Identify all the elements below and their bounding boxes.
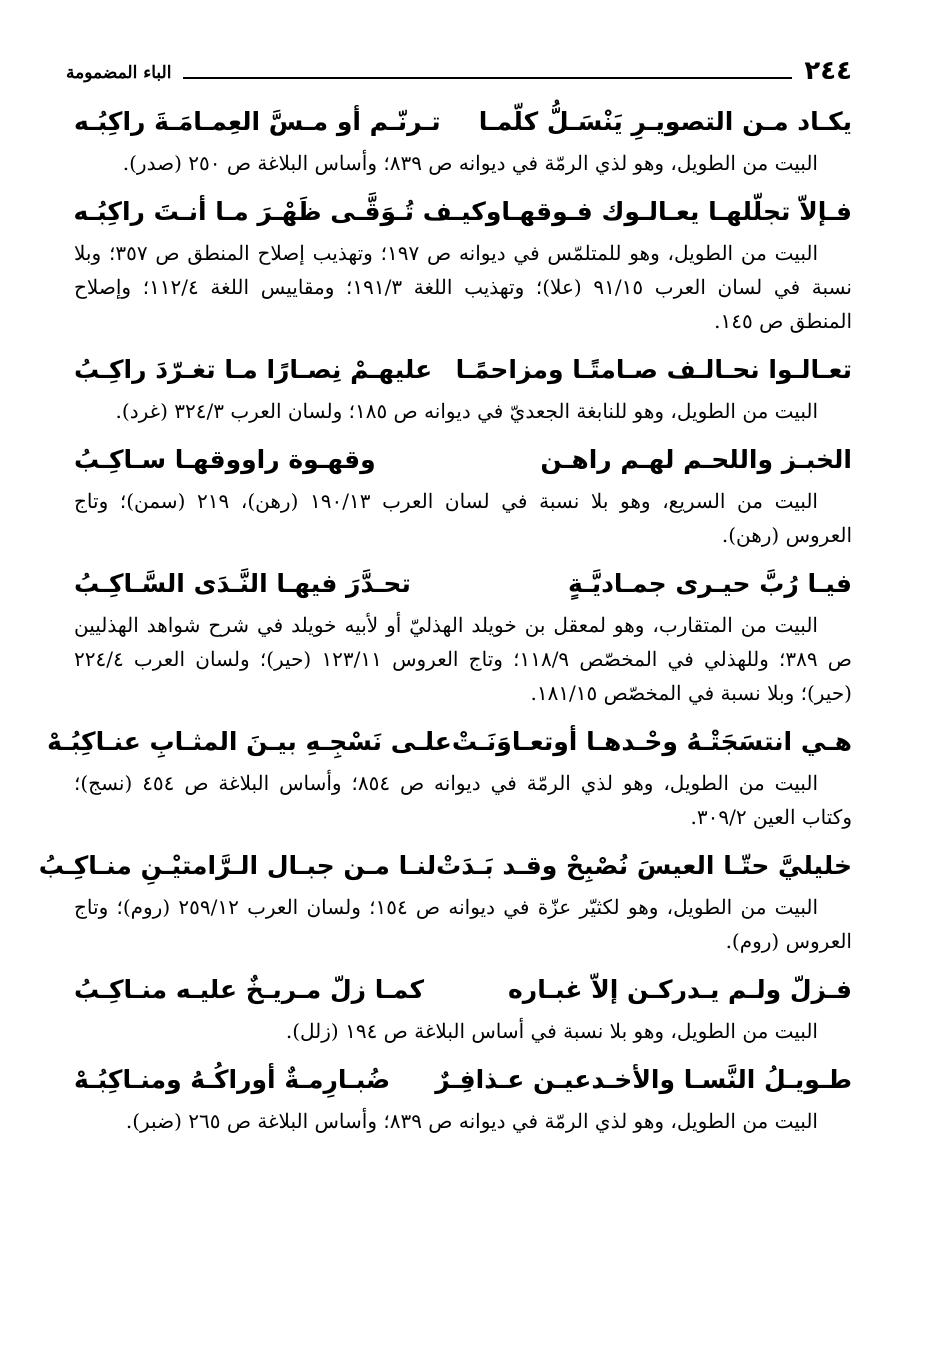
verse-line [74, 190, 852, 234]
entry-2 [74, 190, 852, 338]
verse-second-hemistich: ضُبـارِمـةٌ أوراكُـهُ ومنـاكِبُـهْ [74, 1065, 391, 1094]
header-rule [183, 77, 792, 79]
entry-6 [47, 720, 852, 834]
entry-5 [74, 562, 852, 710]
verse-second-hemistich: وكيـف تُـوَقَّـى ظَهْـرَ مـا أنـتَ راكِبُـه [73, 197, 502, 226]
verse-note: البيت من الطويل، وهو لذي الرمّة في ديوانه ص ٨٥٤؛ وأساس البلاغة ص ٤٥٤ (نسج)؛ وكتاب العين ٣٠٩/٢. [74, 771, 852, 829]
verse-line [74, 100, 852, 144]
verse-line [74, 968, 852, 1012]
verse-note: البيت من الطويل، وهو للمتلمّس في ديوانه ص ١٩٧؛ وتهذيب إصلاح المنطق ص ٣٥٧؛ وبلا نسبة في لسان العرب ٩١/١٥ (علا)؛ وتهذيب اللغة ١٩١/٣؛ ومقاييس اللغة ١١٢/٤؛ وإصلاح المنطق ص ١٤٥. [74, 241, 852, 333]
verse-note: البيت من المتقارب، وهو لمعقل بن خويلد الهذليّ أو لأبيه خويلد في شرح شواهد الهذليين ص ٣٨٩؛ وللهذلي في المخصّص ١١٨/٩؛ وتاج العروس ١٢٣/١١ (حير)؛ ولسان العرب ٢٢٤/٤ (حير)؛ وبلا نسبة في المخصّص ١٨١/١٥. [74, 613, 852, 705]
running-title: الباء المضمومة [66, 63, 172, 83]
verse-first-hemistich: هـي انتسَجَتْـهُ وحْـدهـا أوتعـاوَنَـتْ [451, 727, 852, 756]
verse-line [47, 720, 852, 764]
entry-4 [74, 438, 852, 552]
verse-note: البيت من الطويل، وهو بلا نسبة في أساس البلاغة ص ١٩٤ (زلل). [285, 1019, 818, 1043]
verse-first-hemistich: فيـا رُبَّ حيـرى جمـاديَّـةٍ [568, 569, 852, 598]
verse-second-hemistich: تحـدَّرَ فيهـا النَّـدَى السَّـاكِـبُ [74, 569, 411, 598]
verse-second-hemistich: تـرنّـم أو مـسَّ العِمـامَـةَ راكِبُـه [74, 107, 441, 136]
entries-list [38, 100, 852, 1148]
verse-first-hemistich: الخبـز واللحـم لهـم راهـن [540, 445, 852, 474]
verse-second-hemistich: عليهـمْ نِصـارًا مـا تغـرّدَ راكِـبُ [74, 355, 433, 384]
verse-line [74, 1058, 852, 1102]
verse-note: البيت من الطويل، وهو لذي الرمّة في ديوانه ص ٨٣٩؛ وأساس البلاغة ص ٢٦٥ (ضبر). [125, 1109, 818, 1133]
verse-first-hemistich: فـإلاّ تجلّلهـا يعـالـوك فـوقهـا [501, 197, 852, 226]
verse-second-hemistich: علـى نَسْجِـهِ بيـنَ المثـابِ عنـاكِبُـهْ [47, 727, 452, 756]
verse-line [38, 844, 852, 888]
entry-7 [38, 844, 852, 958]
verse-second-hemistich: لنـا مـن جبـال الـرَّامتيْـنِ منـاكِـبُ [38, 851, 437, 880]
page-header [66, 52, 852, 86]
verse-first-hemistich: يكـاد مـن التصويـرِ يَنْسَـلُّ كلّمـا [478, 107, 852, 136]
verse-note: البيت من الطويل، وهو لكثيّر عزّة في ديوانه ص ١٥٤؛ ولسان العرب ٢٥٩/١٢ (روم)؛ وتاج العروس (روم). [74, 895, 852, 953]
verse-line [74, 562, 852, 606]
verse-second-hemistich: وقهـوة راووقهـا سـاكِـبُ [74, 445, 376, 474]
verse-line [74, 348, 852, 392]
verse-second-hemistich: كمـا زلّ مـريـخٌ عليـه منـاكِـبُ [74, 975, 425, 1004]
verse-first-hemistich: فـزلّ ولـم يـدركـن إلاّ غبـاره [508, 975, 852, 1004]
entry-8 [74, 968, 852, 1048]
verse-note: البيت من الطويل، وهو للنابغة الجعديّ في ديوانه ص ١٨٥؛ ولسان العرب ٣٢٤/٣ (غرد). [115, 399, 818, 423]
verse-note: البيت من الطويل، وهو لذي الرمّة في ديوانه ص ٨٣٩؛ وأساس البلاغة ص ٢٥٠ (صدر). [122, 151, 818, 175]
entry-3 [74, 348, 852, 428]
page-number: ٢٤٤ [804, 56, 852, 86]
verse-first-hemistich: خليليَّ حتّـا العيسَ نُصْبِحْ وقـد بَـدَتْ [436, 851, 852, 880]
verse-first-hemistich: طـويـلُ النَّسـا والأخـدعيـن عـذافِـرٌ [435, 1065, 852, 1094]
verse-line [74, 438, 852, 482]
verse-note: البيت من السريع، وهو بلا نسبة في لسان العرب ١٩٠/١٣ (رهن)، ٢١٩ (سمن)؛ وتاج العروس (رهن). [74, 489, 852, 547]
entry-1 [74, 100, 852, 180]
entry-9 [74, 1058, 852, 1138]
verse-first-hemistich: تعـالـوا نحـالـف صـامتًـا ومزاحمًـا [455, 355, 852, 384]
